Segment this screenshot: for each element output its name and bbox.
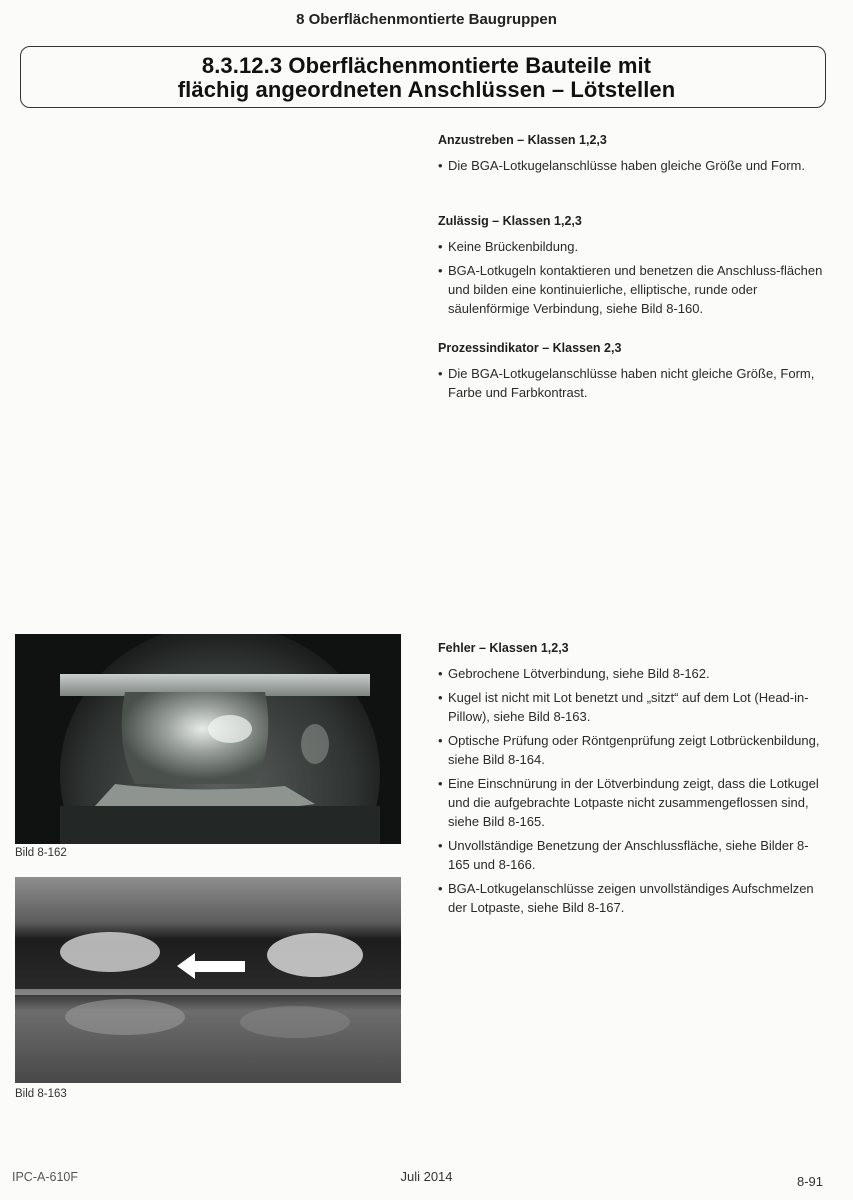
figure-8-162-photo bbox=[15, 634, 401, 844]
footer-doc-id: IPC-A-610F bbox=[12, 1170, 78, 1184]
page-title-line-2: flächig angeordneten Anschlüssen – Lötstellen bbox=[177, 77, 676, 102]
list-item: • BGA-Lotkugelanschlüsse zeigen unvollständiges Aufschmelzen der Lotpaste, siehe Bild 8-167. bbox=[438, 881, 814, 915]
list-item: • Eine Einschnürung in der Lötverbindung zeigt, dass die Lotkugel und die aufgebrachte Lotpaste nicht zusammengeflossen sind, siehe Bild 8-165. bbox=[438, 776, 819, 829]
section-process-indicator bbox=[438, 339, 828, 407]
list-item: • Gebrochene Lötverbindung, siehe Bild 8-162. bbox=[438, 666, 710, 681]
section-defect bbox=[438, 639, 828, 922]
page-title-line-1: 8.3.12.3 Oberflächenmontierte Bauteile mit bbox=[201, 53, 652, 78]
list-item: • Keine Brückenbildung. bbox=[438, 239, 579, 254]
section-process-indicator-heading: Prozessindikator – Klassen 2,3 bbox=[438, 341, 622, 355]
list-item: • Optische Prüfung oder Röntgenprüfung zeigt Lotbrückenbildung, siehe Bild 8-164. bbox=[438, 733, 820, 767]
list-item: • Die BGA-Lotkugelanschlüsse haben gleiche Größe und Form. bbox=[438, 158, 805, 173]
list-item: • BGA-Lotkugeln kontaktieren und benetzen die Anschluss-flächen und bilden eine kontinuierliche, elliptische, runde oder säulenförmige Verbindung, siehe Bild 8-160. bbox=[438, 263, 823, 316]
footer-page-number: 8-91 bbox=[796, 1174, 823, 1189]
section-acceptable-heading: Zulässig – Klassen 1,2,3 bbox=[438, 214, 582, 228]
figure-8-162-caption: Bild 8-162 bbox=[15, 847, 67, 859]
figure-8-163-photo bbox=[15, 877, 401, 1083]
list-item: • Die BGA-Lotkugelanschlüsse haben nicht gleiche Größe, Form, Farbe und Farbkontrast. bbox=[438, 366, 815, 400]
section-defect-heading: Fehler – Klassen 1,2,3 bbox=[438, 641, 569, 655]
footer-date: Juli 2014 bbox=[400, 1169, 453, 1184]
chapter-header: 8 Oberflächenmontierte Baugruppen bbox=[296, 11, 557, 28]
list-item: • Kugel ist nicht mit Lot benetzt und „sitzt“ auf dem Lot (Head-in-Pillow), siehe Bild 8-163. bbox=[438, 690, 809, 724]
section-target-heading: Anzustreben – Klassen 1,2,3 bbox=[438, 133, 607, 147]
section-acceptable bbox=[438, 212, 828, 323]
section-target bbox=[438, 131, 828, 180]
list-item: • Unvollständige Benetzung der Anschlussfläche, siehe Bilder 8-165 und 8-166. bbox=[438, 838, 809, 872]
figure-8-163-caption: Bild 8-163 bbox=[15, 1088, 67, 1100]
